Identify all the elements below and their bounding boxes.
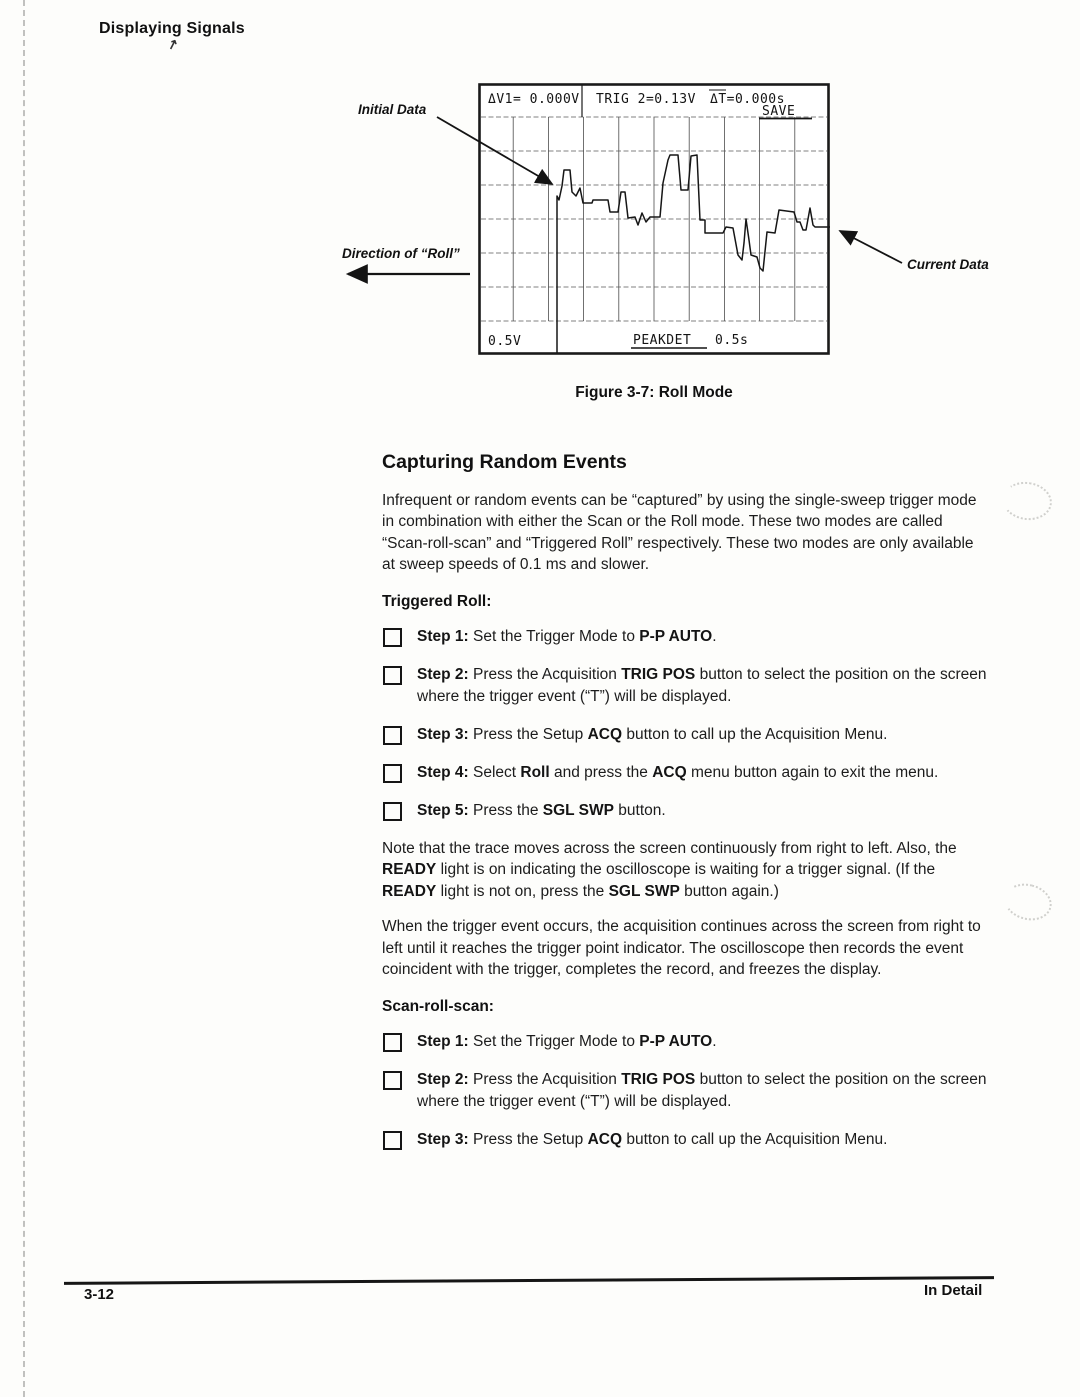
scan-binding-line bbox=[23, 0, 25, 1397]
scan-smudge-circle bbox=[1000, 479, 1055, 524]
step-item bbox=[382, 1031, 988, 1053]
step-item bbox=[382, 1129, 988, 1151]
step-item bbox=[382, 762, 988, 784]
step-checkbox bbox=[383, 1033, 402, 1052]
step-text: Step 2: Press the Acquisition TRIG POS button to select the position on the screen where the trigger event (“T”) will be displayed. bbox=[417, 1071, 987, 1110]
step-checkbox bbox=[383, 802, 402, 821]
step-text: Step 3: Press the Setup ACQ button to call up the Acquisition Menu. bbox=[417, 1130, 888, 1148]
figure-roll-mode bbox=[330, 75, 1020, 380]
step-checkbox bbox=[383, 666, 402, 685]
figure-caption: Figure 3-7: Roll Mode bbox=[575, 384, 733, 401]
current-data-arrow bbox=[840, 231, 902, 263]
step-item bbox=[382, 800, 988, 822]
trigger-event-paragraph: When the trigger event occurs, the acquisition continues across the screen from right to left until it reaches the trigger point indicator. The oscilloscope then records the event coincident with the trigger, completes the record, and freezes the display. bbox=[382, 918, 981, 978]
step-item bbox=[382, 626, 988, 648]
oscilloscope-screen bbox=[478, 83, 830, 355]
scan-smudge-mark: ↗ bbox=[165, 35, 181, 53]
step-text: Step 1: Set the Trigger Mode to P-P AUTO. bbox=[417, 1033, 717, 1050]
scan-smudge-circle bbox=[1000, 879, 1055, 926]
scan-roll-scan-heading: Scan-roll-scan: bbox=[382, 997, 494, 1015]
initial-data-label: Initial Data bbox=[358, 102, 427, 117]
step-item bbox=[382, 664, 988, 707]
step-text: Step 1: Set the Trigger Mode to P-P AUTO. bbox=[417, 628, 717, 645]
note-paragraph: Note that the trace moves across the screen continuously from right to left. Also, the READY light is on indicating the oscilloscope is waiting for a trigger signal. (If the READY light is not on, press the SGL SWP button again.) bbox=[382, 839, 957, 900]
triggered-roll-heading: Triggered Roll: bbox=[382, 592, 492, 610]
step-item bbox=[382, 724, 988, 746]
readout-trig: TRIG 2=0.13V bbox=[596, 92, 696, 107]
step-text: Step 3: Press the Setup ACQ button to call up the Acquisition Menu. bbox=[417, 725, 888, 743]
footer-rule bbox=[64, 1276, 994, 1285]
intro-paragraph: Infrequent or random events can be “captured” by using the single-sweep trigger mode in combination with either the Scan or the Roll mode. These two modes are called “Scan-roll-scan” and “Triggered Roll” respectively. These two modes are only available at sweep speeds of 0.1 ms and slower. bbox=[382, 491, 977, 573]
step-checkbox bbox=[383, 764, 402, 783]
step-checkbox bbox=[383, 1071, 402, 1090]
readout-acq-mode: PEAKDET bbox=[633, 333, 692, 348]
readout-time-div: 0.5s bbox=[715, 333, 749, 348]
section-title: Capturing Random Events bbox=[382, 451, 627, 473]
footer-section-label: In Detail bbox=[924, 1282, 983, 1299]
step-checkbox bbox=[383, 628, 402, 647]
body-content bbox=[382, 452, 988, 1167]
readout-delta-v: ΔV1= 0.000V bbox=[488, 92, 580, 107]
current-data-label: Current Data bbox=[907, 257, 989, 272]
footer-page-number: 3-12 bbox=[84, 1286, 115, 1303]
step-text: Step 2: Press the Acquisition TRIG POS button to select the position on the screen where the trigger event (“T”) will be displayed. bbox=[417, 666, 987, 705]
step-checkbox bbox=[383, 1131, 402, 1150]
step-text: Step 5: Press the SGL SWP button. bbox=[417, 801, 666, 819]
readout-volts-div: 0.5V bbox=[488, 334, 522, 349]
step-text: Step 4: Select Roll and press the ACQ menu button again to exit the menu. bbox=[417, 763, 939, 781]
readout-save: SAVE bbox=[762, 104, 796, 119]
direction-of-roll-label: Direction of “Roll” bbox=[342, 246, 460, 261]
step-checkbox bbox=[383, 726, 402, 745]
step-item bbox=[382, 1069, 988, 1112]
readout-delta-t: ΔT=0.000s bbox=[710, 92, 785, 107]
page-header: Displaying Signals bbox=[99, 20, 245, 37]
